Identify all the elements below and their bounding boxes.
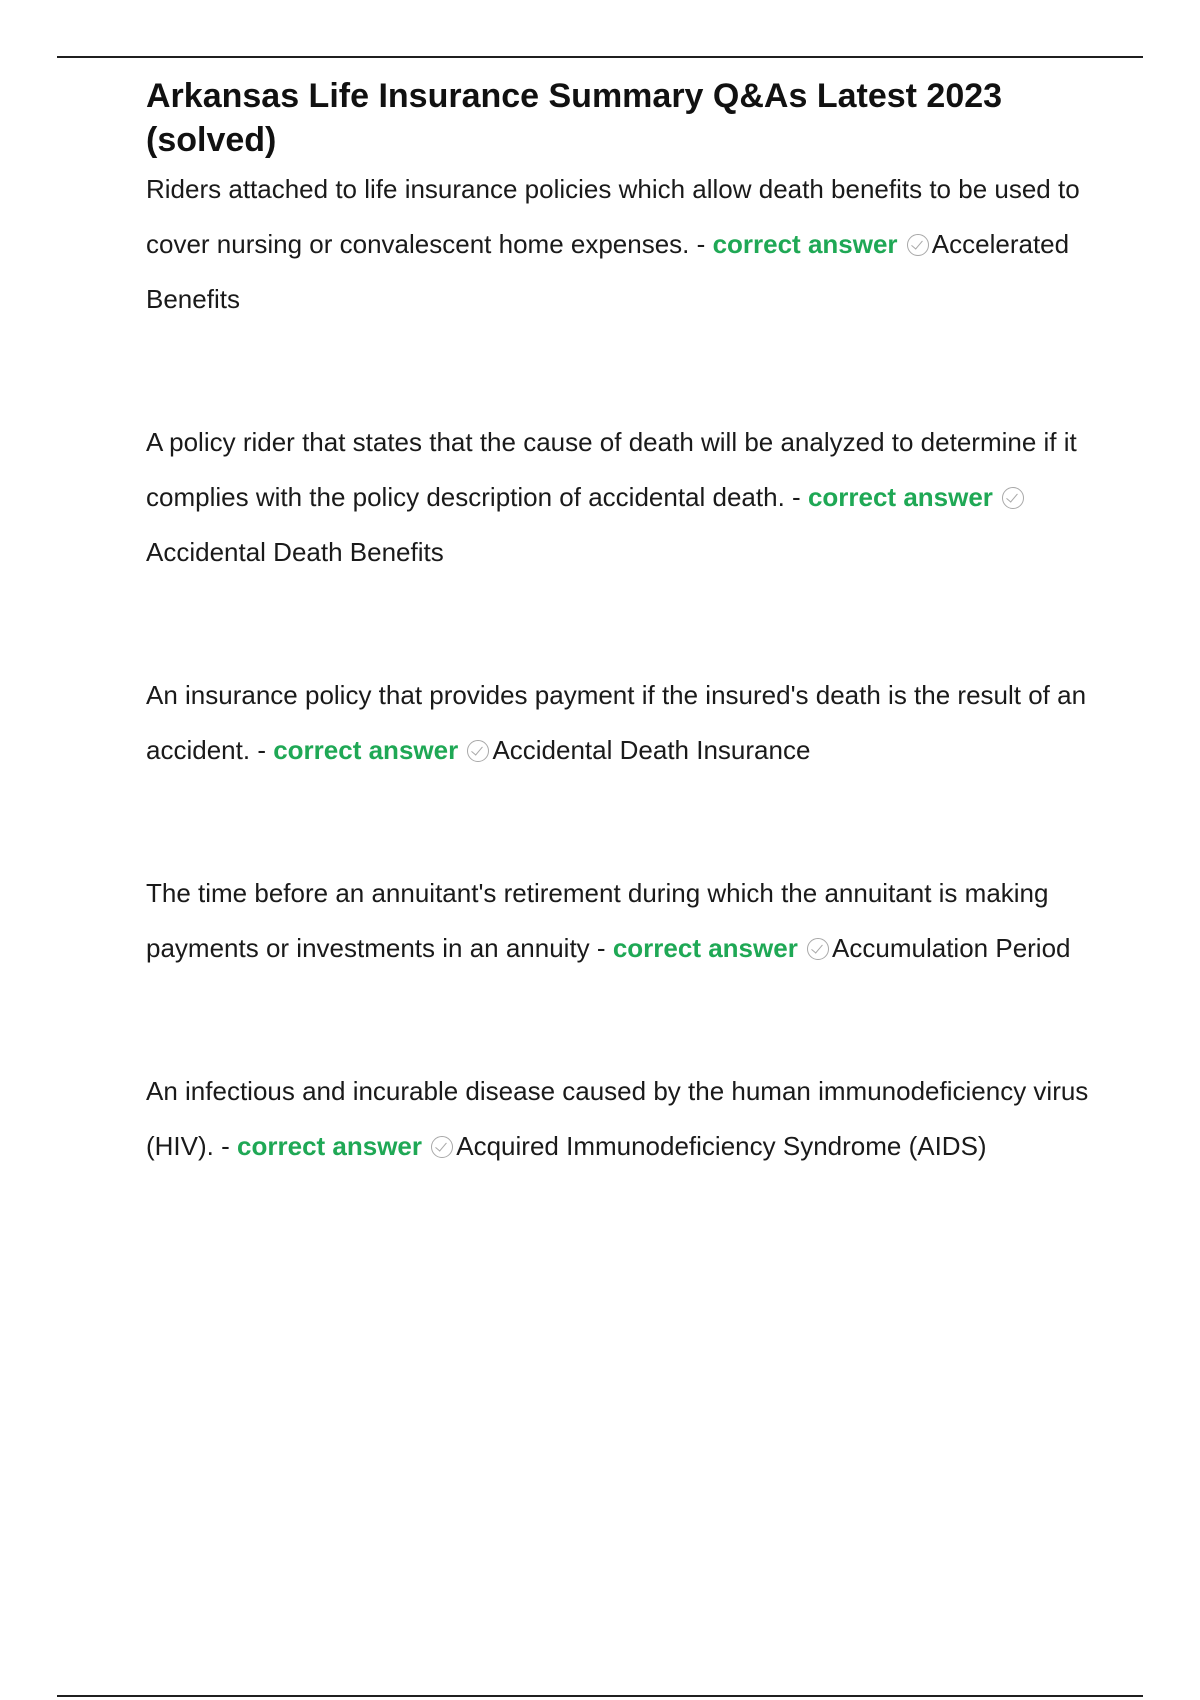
question-text: A policy rider that states that the cause of death will be analyzed to determine if it complies with the policy description of accidental death. — [146, 427, 1077, 512]
question-text: Riders attached to life insurance policies which allow death benefits to be used to cover nursing or convalescent home expenses. — [146, 174, 1080, 259]
qa-item — [146, 162, 1096, 327]
qa-item — [146, 668, 1096, 778]
check-circle-icon — [431, 1136, 453, 1158]
correct-answer-label: correct answer — [273, 735, 459, 765]
document-body — [146, 74, 1096, 1174]
separator: - — [596, 933, 606, 963]
correct-answer-label: correct answer — [612, 933, 798, 963]
check-circle-icon — [807, 938, 829, 960]
check-circle-icon — [1002, 487, 1024, 509]
correct-answer-label: correct answer — [237, 1131, 423, 1161]
answer-text: Accelerated Benefits — [146, 229, 1070, 314]
qa-item — [146, 1064, 1096, 1174]
top-rule — [57, 56, 1143, 58]
separator: - — [696, 229, 706, 259]
separator: - — [792, 482, 801, 512]
question-text: An insurance policy that provides payment if the insured's death is the result of an accident. — [146, 680, 1087, 765]
qa-item — [146, 866, 1096, 976]
answer-text: Accidental Death Insurance — [492, 735, 811, 765]
question-text: An infectious and incurable disease caused by the human immunodeficiency virus (HIV). — [146, 1076, 1089, 1161]
answer-text: Accidental Death Benefits — [146, 537, 444, 567]
answer-text: Acquired Immunodeficiency Syndrome (AIDS) — [456, 1131, 987, 1161]
correct-answer-label: correct answer — [807, 482, 993, 512]
check-circle-icon — [467, 740, 489, 762]
correct-answer-label: correct answer — [712, 229, 898, 259]
document-title: Arkansas Life Insurance Summary Q&As Latest 2023 (solved) — [146, 77, 1003, 159]
qa-item — [146, 415, 1096, 580]
separator: - — [257, 735, 266, 765]
answer-text: Accumulation Period — [832, 933, 1071, 963]
separator: - — [221, 1131, 230, 1161]
bottom-rule — [57, 1695, 1143, 1697]
check-circle-icon — [907, 234, 929, 256]
question-text: The time before an annuitant's retirement during which the annuitant is making payments or investments in an annuity — [146, 878, 1049, 963]
